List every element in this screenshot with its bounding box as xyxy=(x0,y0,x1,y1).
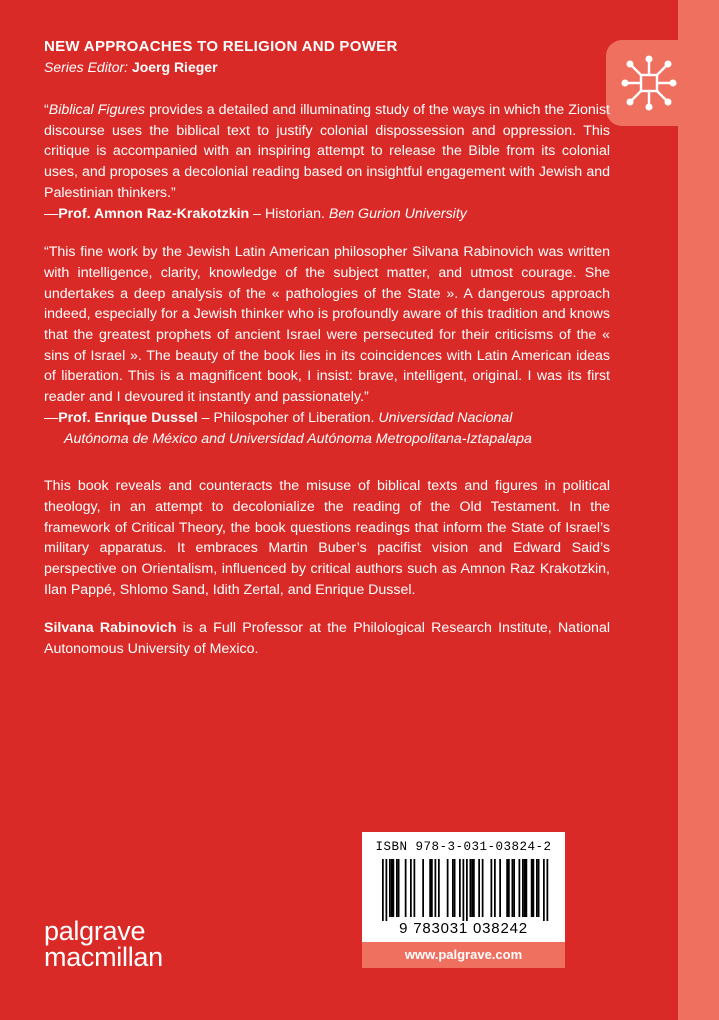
barcode-bar xyxy=(512,859,514,917)
palgrave-network-icon xyxy=(621,55,677,111)
barcode-bar xyxy=(391,859,393,917)
series-editor xyxy=(44,59,218,75)
barcode-bar xyxy=(382,859,384,921)
blurb-1-dash: — xyxy=(44,205,59,222)
publisher-url: www.palgrave.com xyxy=(362,942,565,968)
publisher-wordmark xyxy=(44,918,163,970)
barcode-bar xyxy=(438,859,440,917)
barcode-bar xyxy=(473,859,475,917)
barcode-bar xyxy=(538,859,540,917)
barcode-bar xyxy=(410,859,412,917)
barcode-bar xyxy=(452,859,454,917)
barcode-bar xyxy=(499,859,501,917)
barcode-bar xyxy=(431,859,433,917)
barcode-bar xyxy=(429,859,431,917)
book-spine xyxy=(678,0,719,1020)
author-bio xyxy=(44,618,610,659)
blurb-2-institution: Universidad Nacional xyxy=(378,409,513,426)
publisher-line1: palgrave xyxy=(44,916,146,946)
barcode-bar xyxy=(508,859,510,917)
barcode-bar xyxy=(447,859,449,917)
barcode-bar xyxy=(494,859,496,917)
barcode-bar xyxy=(405,859,407,917)
barcode-bar xyxy=(526,859,528,917)
barcode-bar xyxy=(396,859,398,917)
blurb-2-author: Prof. Enrique Dussel xyxy=(58,409,198,426)
series-title: NEW APPROACHES TO RELIGION AND POWER xyxy=(44,38,398,55)
author-bio-text: is a Full Professor at the Philological Research Institute, National Autonomous University of Mexico. xyxy=(44,620,610,658)
book-description: This book reveals and counteracts the misuse of biblical texts and figures in political theology, in an attempt to decolonialize the reading of the Old Testament. In the framework of Critical Theory, the book questions readings that inform the State of Israel’s military apparatus. It embraces Martin Buber’s pacifist vision and Edward Said’s perspective on Orientalism, influenced by critical authors such as Amnon Raz Krakotzkin, Ilan Pappé, Shlomo Sand, Idith Zertal, and Enrique Dussel. xyxy=(44,478,610,598)
barcode-bar xyxy=(547,859,549,921)
barcode-bar xyxy=(422,859,424,917)
barcode-bar xyxy=(398,859,400,917)
barcode-bar xyxy=(482,859,484,917)
back-cover-text xyxy=(44,100,610,660)
barcode-bar xyxy=(478,859,480,917)
barcode-bar xyxy=(463,859,465,921)
publisher-logo-box xyxy=(606,40,692,126)
barcode-bar xyxy=(454,859,456,917)
barcode-bar xyxy=(543,859,545,921)
blurb-1-attribution xyxy=(44,204,610,225)
barcode-bar xyxy=(536,859,538,917)
barcode-bar xyxy=(470,859,472,917)
publisher-line2: macmillan xyxy=(44,942,163,972)
spacer xyxy=(44,224,610,242)
barcode-bar xyxy=(459,859,461,917)
barcode-bar xyxy=(522,859,524,917)
blurb-2-dash: — xyxy=(44,409,59,426)
barcode-bar xyxy=(466,859,468,921)
barcode-bar xyxy=(435,859,437,917)
barcode-bar xyxy=(393,859,395,917)
barcode-bar xyxy=(386,859,388,921)
blurb-2-role: – Philospoher of Liberation. xyxy=(197,409,379,426)
barcode-bar xyxy=(506,859,508,917)
isbn-digits: 9 783031 038242 xyxy=(399,920,528,937)
barcode-bar xyxy=(389,859,391,917)
barcode-bar xyxy=(414,859,416,917)
blurb-1-book-title: Biblical Figures xyxy=(48,102,146,118)
blurb-1-role: – Historian. xyxy=(249,205,329,222)
author-bio-name: Silvana Rabinovich xyxy=(44,620,177,637)
blurb-1-quote-text: provides a detailed and illuminating study of the ways in which the Zionist discourse uses the biblical text to justify colonial dispossession and oppression. This critique is accompanied with an inspiring attempt to release the Bible from its colonial uses, and proposes a decolonial reading based on insightful engagement with Jewish and Palestinian thinkers.” xyxy=(44,102,610,201)
isbn-barcode xyxy=(362,832,565,942)
blurb-2-institution-line2: Autónoma de México and Universidad Autónoma Metropolitana-Iztapalapa xyxy=(64,430,532,447)
barcode-bar xyxy=(531,859,533,917)
barcode-bar xyxy=(491,859,493,917)
blurb-1-quote-open: “ xyxy=(44,102,49,118)
blurb-1-author: Prof. Amnon Raz-Krakotzkin xyxy=(58,205,250,222)
barcode-bar xyxy=(533,859,535,917)
barcode-bar xyxy=(519,859,521,917)
isbn-label: ISBN 978-3-031-03824-2 xyxy=(375,840,552,854)
barcode-bar xyxy=(471,859,473,917)
spacer xyxy=(44,449,610,476)
spacer xyxy=(44,600,610,618)
blurb-2-attribution xyxy=(44,408,610,449)
barcode-bar xyxy=(513,859,515,917)
barcode-bar xyxy=(524,859,526,917)
blurb-1-quote xyxy=(44,100,610,204)
blurb-1-institution: Ben Gurion University xyxy=(328,205,467,222)
series-editor-label: Series Editor: xyxy=(44,59,129,75)
series-editor-name: Joerg Rieger xyxy=(131,59,218,75)
blurb-2-quote: “This fine work by the Jewish Latin American philosopher Silvana Rabinovich was written with intelligence, clarity, knowledge of the subject matter, and utmost courage. She undertakes a deep analysis of the « pathologies of the State ». A dangerous approach indeed, especially for a Jewish thinker who is profoundly aware of this tradition and knows that the greatest prophets of ancient Israel were persecuted for their criticisms of the « sins of Israel ». The beauty of the book lies in its coincidences with Latin American ideas of liberation. This is a magnificent book, I insist: brave, intelligent, original. I was its first reader and I devoured it instantly and passionately.” xyxy=(44,244,610,406)
